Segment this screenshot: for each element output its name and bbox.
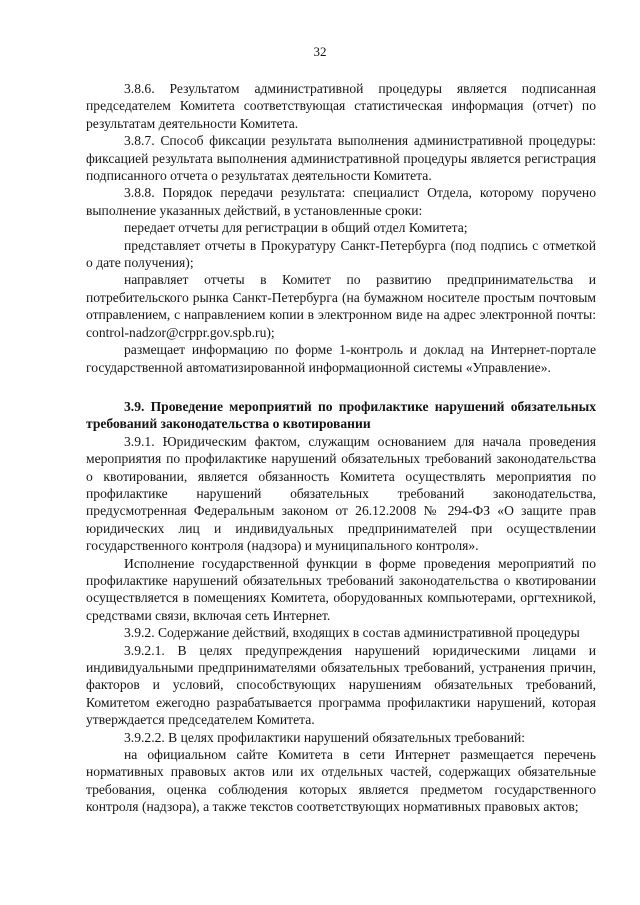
paragraph-3-9-2-1: 3.9.2.1. В целях предупреждения нарушений юридическими лицами и индивидуальными предпринимателями обязательных требований, устранения причин, факторов и условий, способствующих нарушениям обязательных требований, Комитетом ежегодно разрабатывается программа профилактики нарушений, которая утверждается председателем Комитета. <box>86 642 596 728</box>
paragraph-3-8-6: 3.8.6. Результатом административной процедуры является подписанная председателем Комитета соответствующая статистическая информация (отчет) по результатам деятельности Комитета. <box>86 81 596 131</box>
list-item-transfer-reports: передает отчеты для регистрации в общий отдел Комитета; <box>124 220 468 236</box>
page-number: 32 <box>313 44 327 59</box>
document-body <box>86 80 596 816</box>
paragraph-3-9-2-2: 3.9.2.2. В целях профилактики нарушений обязательных требований: <box>124 729 526 745</box>
section-heading-3-9: 3.9. Проведение мероприятий по профилактике нарушений обязательных требований законодательства о квотировании <box>86 398 596 432</box>
paragraph-3-9-2: 3.9.2. Содержание действий, входящих в состав административной процедуры <box>124 625 580 641</box>
paragraph-3-8-7: 3.8.7. Способ фиксации результата выполнения административной процедуры: фиксацией результата выполнения административной процедуры является регистрация подписанного отчета о результатах деятельности Комитета. <box>86 133 596 184</box>
list-item-publish-info: размещает информацию по форме 1-контроль и доклад на Интернет-портале государственной автоматизированной информационной системы «Управление». <box>86 342 596 375</box>
list-item-publish-acts: на официальном сайте Комитета в сети Интернет размещается перечень нормативных правовых актов или их отдельных частей, содержащих обязательные требования, оценка соблюдения которых является предметом государственного контроля (надзора), а также текстов соответствующих нормативных правовых актов; <box>86 747 596 815</box>
paragraph-3-8-8: 3.8.8. Порядок передачи результата: специалист Отдела, которому поручено выполнение указанных действий, в установленные сроки: <box>86 185 596 218</box>
list-item-submit-to-prosecutor: представляет отчеты в Прокуратуру Санкт-Петербурга (под подпись с отметкой о дате получения); <box>86 237 596 271</box>
paragraph-function-execution: Исполнение государственной функции в форме проведения мероприятий по профилактике нарушений обязательных требований законодательства о квотировании осуществляется в помещениях Комитета, оборудованных компьютерами, оргтехникой, средствами связи, включая сеть Интернет. <box>86 555 596 623</box>
paragraph-3-9-1: 3.9.1. Юридическим фактом, служащим основанием для начала проведения мероприятия по профилактике нарушений обязательных требований законодательства о квотировании, является обязанность Комитета осуществлять мероприятия по профилактике нарушений обязательных требований законодательства, предусмотренная Федеральным законом от 26.12.2008 № 294-ФЗ «О защите прав юридических лиц и индивидуальных предпринимателей при осуществлении государственного контроля (надзора) и муниципального контроля». <box>86 433 596 554</box>
list-item-send-to-committee: направляет отчеты в Комитет по развитию предпринимательства и потребительского рынка Санкт-Петербурга (на бумажном носителе простым почтовым отправлением, с направлением копии в электронном виде на адрес электронной почты: control-nadzor@crppr.gov.spb.ru); <box>86 272 596 340</box>
